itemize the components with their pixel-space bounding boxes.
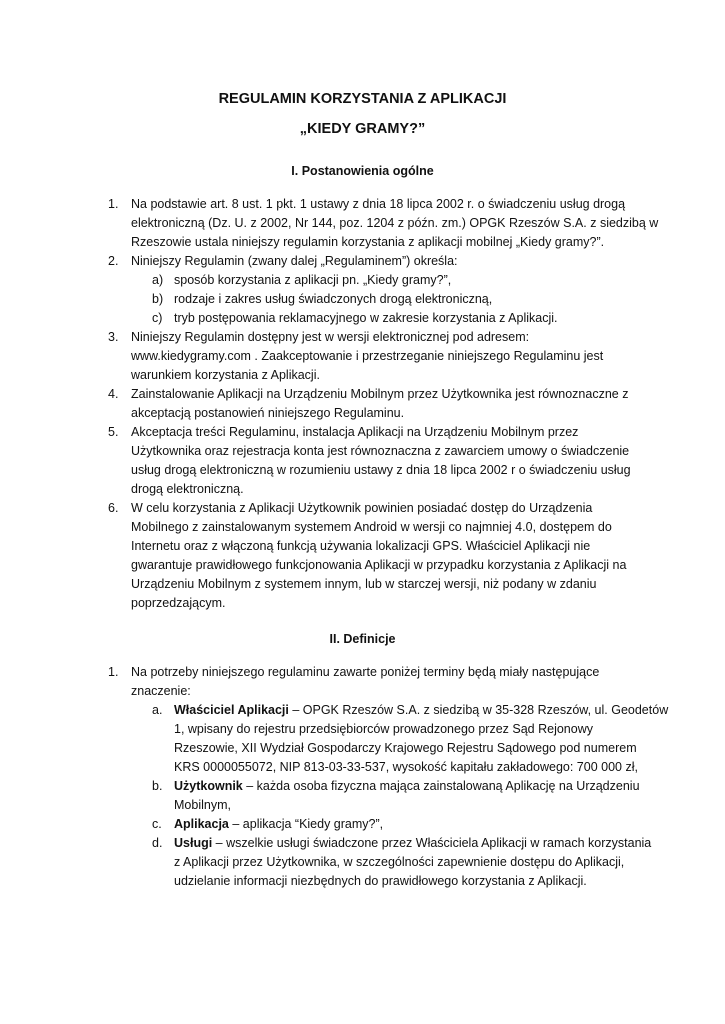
definition-text: – OPGK Rzeszów S.A. z siedzibą w 35-328 Rzeszów, ul. Geodetów [288,703,669,717]
paragraph-line: warunkiem korzystania z Aplikacji. [131,368,320,382]
paragraph-line: Urządzeniu Mobilnym z systemem innym, lub w starczej wersji, niż podany w zdaniu [131,577,597,591]
paragraph-line: Zainstalowanie Aplikacji na Urządzeniu Mobilnym przez Użytkownika jest równoznaczne z [131,387,629,401]
paragraph-line: www.kiedygramy.com . Zaakceptowanie i przestrzeganie niniejszego Regulaminu jest [131,349,604,363]
document-title-line-1: REGULAMIN KORZYSTANIA Z APLIKACJI [218,91,507,107]
sub-list-letter: a) [152,273,164,287]
definition-line: z Aplikacji przez Użytkownika, w szczególności zapewnienie dostępu do Aplikacji, [174,855,625,869]
definition-term: Właściciel Aplikacji [174,703,289,717]
paragraph-line: Internetu oraz z włączoną funkcją używania lokalizacji GPS. Właściciel Aplikacji nie [131,539,591,553]
paragraph-line: Niniejszy Regulamin (zwany dalej „Regulaminem”) określa: [131,254,458,268]
list-number: 4. [108,387,119,401]
definition-letter: a. [152,703,163,717]
paragraph-line: W celu korzystania z Aplikacji Użytkownik powinien posiadać dostęp do Urządzenia [131,501,593,515]
list-number: 5. [108,425,119,439]
paragraph-line: Na potrzeby niniejszego regulaminu zawarte poniżej terminy będą miały następujące [131,665,600,679]
paragraph-line: Niniejszy Regulamin dostępny jest w wersji elektronicznej pod adresem: [131,330,530,344]
document-title-line-2: „KIEDY GRAMY?” [299,121,426,137]
paragraph-line: gwarantuje prawidłowego funkcjonowania Aplikacji w przypadku korzystania z Aplikacji na [131,558,627,572]
paragraph-line: Akceptacja treści Regulaminu, instalacja Aplikacji na Urządzeniu Mobilnym przez [131,425,579,439]
paragraph-line: usług drogą elektroniczną w rozumieniu ustawy z dnia 18 lipca 2002 r o świadczeniu usług [131,463,631,477]
definition-line: 1, wpisany do rejestru przedsiębiorców prowadzonego przez Sąd Rejonowy [174,722,593,736]
paragraph-line: Na podstawie art. 8 ust. 1 pkt. 1 ustawy z dnia 18 lipca 2002 r. o świadczeniu usług drogą [131,197,626,211]
section-heading-2: II. Definicje [329,632,396,646]
paragraph-line: Rzeszowie ustala niniejszy regulamin korzystania z aplikacji mobilnej „Kiedy gramy?”. [131,235,605,249]
sub-list-letter: b) [152,292,164,306]
paragraph-line: poprzedzającym. [131,596,226,610]
definition-line: KRS 0000055072, NIP 813-03-33-537, wysokość kapitału zakładowego: 700 000 zł, [174,760,638,774]
paragraph-line: Użytkownika oraz rejestracja konta jest równoznaczna z zawarciem umowy o świadczenie [131,444,630,458]
paragraph-line: znaczenie: [131,684,191,698]
sub-list-item: rodzaje i zakres usług świadczonych drogą elektroniczną, [174,292,493,306]
definition-line [174,836,651,851]
definition-term: Usługi [174,836,213,850]
definition-letter: d. [152,836,163,850]
definition-line [174,703,668,718]
list-number: 1. [108,197,119,211]
paragraph-line: Mobilnego z zainstalowanym systemem Android w wersji co najmniej 4.0, dostępem do [131,520,612,534]
definition-line: Mobilnym, [174,798,231,812]
definition-line [174,779,640,794]
definition-letter: b. [152,779,163,793]
section-heading-1: I. Postanowienia ogólne [291,164,434,178]
list-number: 3. [108,330,119,344]
definition-line: Rzeszowie, XII Wydział Gospodarczy Krajowego Rejestru Sądowego pod numerem [174,741,637,755]
definition-line: udzielanie informacji niezbędnych do prawidłowego korzystania z Aplikacji. [174,874,587,888]
sub-list-item: tryb postępowania reklamacyjnego w zakresie korzystania z Aplikacji. [174,311,558,325]
paragraph-line: drogą elektroniczną. [131,482,244,496]
list-number: 2. [108,254,119,268]
list-number: 1. [108,665,119,679]
paragraph-line: akceptacją postanowień niniejszego Regulaminu. [131,406,405,420]
definition-text: – wszelkie usługi świadczone przez Właściciela Aplikacji w ramach korzystania [212,836,652,850]
list-number: 6. [108,501,119,515]
definition-text: – aplikacja “Kiedy gramy?”, [228,817,384,831]
definition-term: Aplikacja [174,817,229,831]
definition-term: Użytkownik [174,779,243,793]
definition-letter: c. [152,817,162,831]
sub-list-letter: c) [152,311,163,325]
sub-list-item: sposób korzystania z aplikacji pn. „Kiedy gramy?”, [174,273,452,287]
definition-line [174,817,383,832]
paragraph-line: elektroniczną (Dz. U. z 2002, Nr 144, poz. 1204 z późn. zm.) OPGK Rzeszów S.A. z siedzibą w [131,216,659,230]
definition-text: – każda osoba fizyczna mająca zainstalowaną Aplikację na Urządzeniu [242,779,640,793]
